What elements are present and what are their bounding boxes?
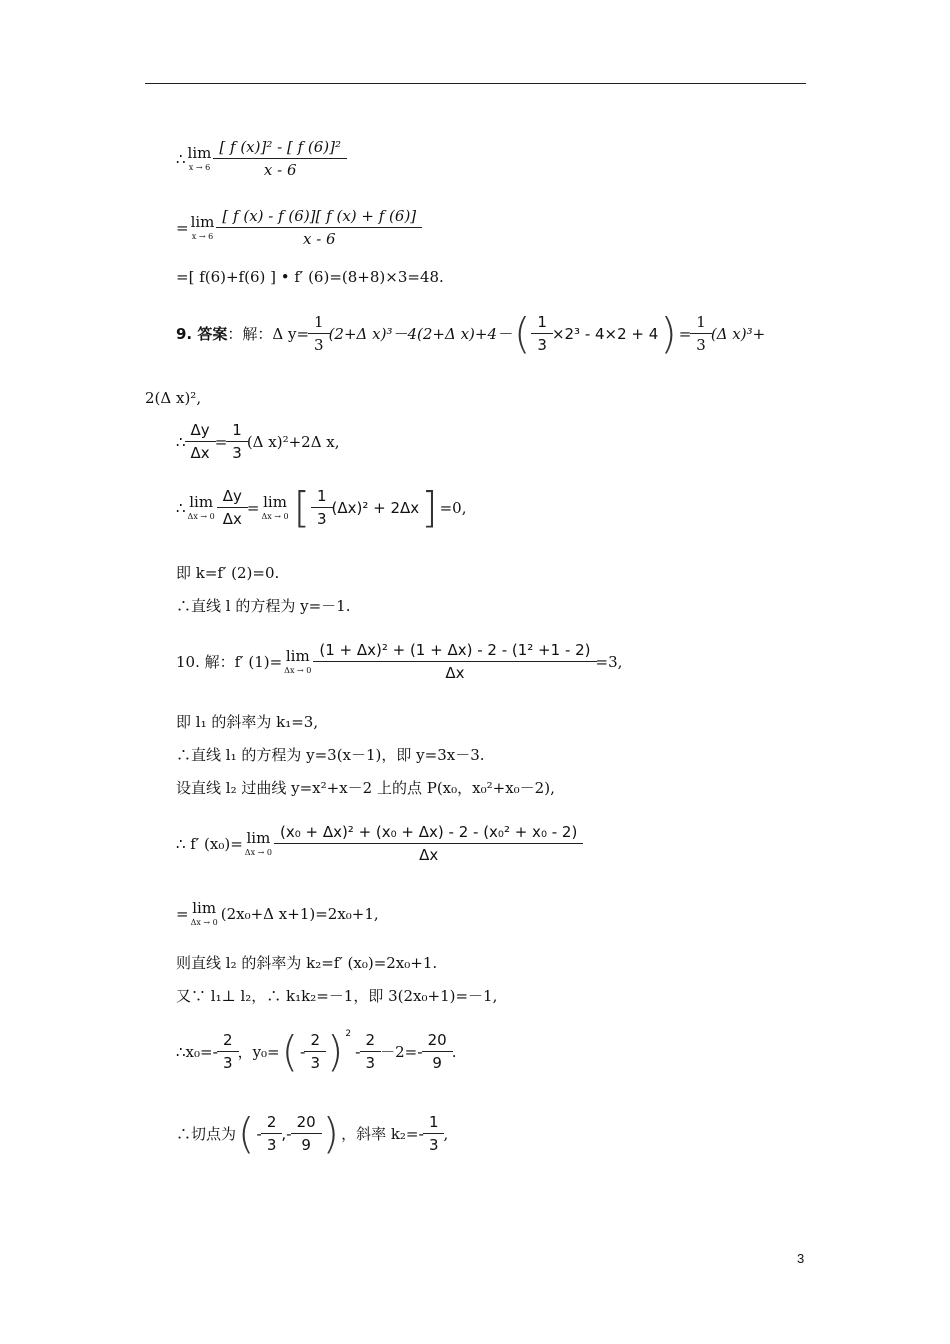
q10-line-4: 设直线 l₂ 过曲线 y=x²+x－2 上的点 P(x₀，x₀²+x₀－2), xyxy=(176,779,555,797)
eq-line-3: =[ f(6)+f(6) ] • f′ (6)=(8+8)×3=48. xyxy=(176,268,444,286)
q10-line-8: 又∵ l₁⊥ l₂，∴ k₁k₂=－1，即 3(2x₀+1)=－1, xyxy=(176,987,498,1005)
fraction: (x₀ + Δx)² + (x₀ + Δx) - 2 - (x₀² + x₀ - 2) Δx xyxy=(277,825,580,863)
limit-operator: lim Δx → 0 xyxy=(187,493,215,521)
q10-line-5: ∴ f′ (x₀)= lim Δx → 0 (x₀ + Δx)² + (x₀ + Δx) - 2 - (x₀² + x₀ - 2) Δx xyxy=(176,825,582,863)
limit-operator: lim Δx → 0 xyxy=(244,829,272,857)
fraction: [ f (x) - f (6)][ f (x) + f (6)] x - 6 xyxy=(219,209,419,247)
q9-line-4: ∴ lim Δx → 0 $\frac{\Delta y}{\Delta x}$ = lim Δx → 0 [ 1 3 (Δx)² + 2Δx ] =0, xyxy=(176,483,467,532)
q9-line-2: 2(Δ x)², xyxy=(145,389,202,407)
limit-operator: lim Δx → 0 xyxy=(261,493,289,521)
fraction: 2 3 xyxy=(307,1033,323,1071)
q10-line-10: ∴切点为 ( - 2 3 , - 20 9 ) ，斜率 k₂= - 1 3 , xyxy=(176,1109,449,1158)
fraction: 1 3 xyxy=(314,489,330,527)
fraction: $\frac{1}{3}$ xyxy=(229,423,245,461)
page-number: 3 xyxy=(797,1251,805,1266)
fraction: 2 3 xyxy=(264,1115,280,1153)
limit-operator: lim Δx → 0 xyxy=(284,647,312,675)
q9-line-5: 即 k=f′ (2)=0. xyxy=(176,564,280,582)
fraction: 1 3 xyxy=(426,1115,442,1153)
q10-line-1: 10. 解：f′ (1)= lim Δx → 0 $\frac{\text{(1 + Δx)² + (1 + Δx) - 2 - (1² +1 - 2)}}{\Delta x}$ =3, xyxy=(176,641,623,682)
q10-line-2: 即 l₁ 的斜率为 k₁=3, xyxy=(176,713,319,731)
left-paren: ( xyxy=(238,1109,255,1158)
fraction: 20 9 xyxy=(425,1033,450,1071)
answer-label: 9. 答案 xyxy=(176,324,228,343)
eq-line-2: = lim x → 6 [ f (x) - f (6)][ f (x) + f (6)] x - 6 xyxy=(176,209,421,247)
limit-operator: lim x → 6 xyxy=(190,213,215,241)
limit-operator: lim x → 6 xyxy=(187,144,212,172)
left-bracket: [ xyxy=(293,483,310,532)
q10-line-6: = lim Δx → 0 (2x₀+Δ x+1)=2x₀+1, xyxy=(176,899,379,927)
therefore-symbol: ∴ xyxy=(176,149,186,168)
q9-line-3: ∴ $\frac{\Delta y}{\Delta x}$ = $\frac{1}{3}$ (Δ x)²+2Δ x, xyxy=(176,421,340,462)
right-paren: ) xyxy=(322,1109,340,1158)
header-rule xyxy=(145,83,806,84)
fraction: $\frac{1}{3}$ xyxy=(693,315,709,353)
right-paren: ) xyxy=(660,309,677,358)
q10-line-3: ∴直线 l₁ 的方程为 y=3(x－1)，即 y=3x－3. xyxy=(176,746,485,764)
q10-line-7: 则直线 l₂ 的斜率为 k₂=f′ (x₀)=2x₀+1. xyxy=(176,954,438,972)
fraction: [ f (x)]² - [ f (6)]² x - 6 xyxy=(216,140,344,178)
fraction: 2 3 xyxy=(220,1033,236,1071)
fraction: $\frac{\Delta y}{\Delta x}$ xyxy=(220,489,245,527)
limit-operator: lim Δx → 0 xyxy=(190,899,218,927)
fraction: $\frac{1}{3}$ xyxy=(534,315,550,353)
right-paren: ) xyxy=(326,1027,344,1076)
q9-line-6: ∴直线 l 的方程为 y=－1. xyxy=(176,597,351,615)
fraction: $\frac{\text{(1 + Δx)² + (1 + Δx) - 2 - (1² +1 - 2)}}{\Delta x}$ xyxy=(316,643,593,681)
eq-line-1 xyxy=(176,140,346,178)
right-bracket: ] xyxy=(421,483,438,532)
q10-line-9: ∴x₀= - 2 3 ，y₀= ( - 2 3 ) 2 - 2 3 －2= - 20 9 . xyxy=(176,1027,457,1076)
q9-line-1: 9. 答案 ： 解：Δ y= $\frac{1}{3}$ (2+Δ x)³－4(2+Δ x)+4－ ( $\frac{1}{3}$ ×2³ - 4×2 + 4 ) = $\frac{1}{3}$ (Δ x)³+ xyxy=(176,309,766,358)
exponent: 2 xyxy=(345,1028,352,1039)
fraction: 20 9 xyxy=(294,1115,319,1153)
fraction: $\frac{1}{3}$ xyxy=(311,315,327,353)
fraction: 2 3 xyxy=(363,1033,379,1071)
left-paren: ( xyxy=(281,1027,299,1076)
fraction: $\frac{\Delta y}{\Delta x}$ xyxy=(188,423,213,461)
left-paren: ( xyxy=(514,309,531,358)
